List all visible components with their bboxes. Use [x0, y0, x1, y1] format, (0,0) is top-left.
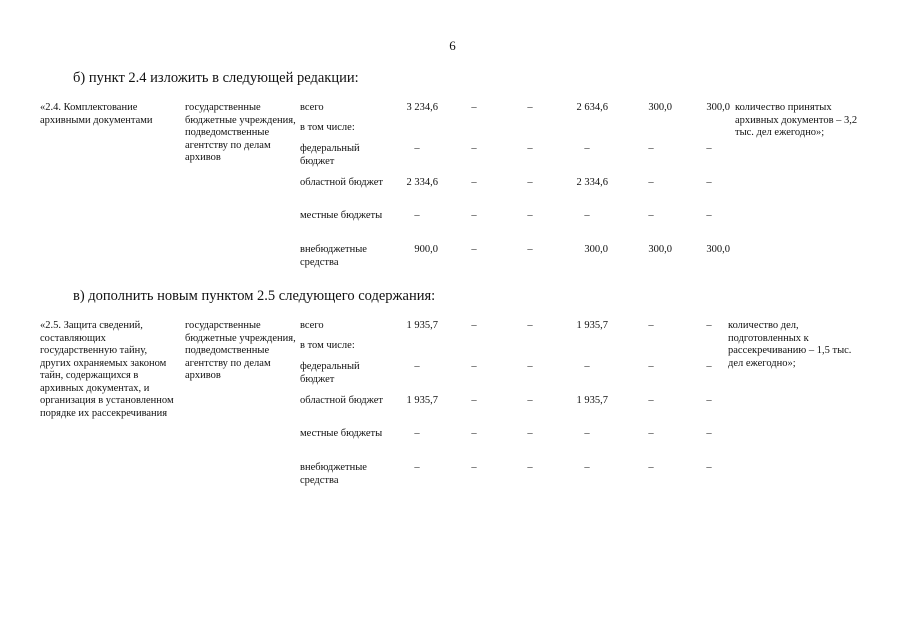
- value-cell: –: [584, 210, 590, 221]
- source-label: местные бюджеты: [300, 210, 383, 221]
- value-cell: –: [584, 143, 590, 154]
- source-label: областной бюджет: [300, 395, 383, 406]
- value-cell: –: [471, 428, 477, 439]
- indicator-cell: количество дел, подготовленных к рассекречиванию – 1,5 тыс. дел ежегодно»;: [728, 320, 852, 369]
- source-label: в том числе:: [300, 340, 355, 351]
- value-cell: –: [471, 102, 477, 113]
- value-cell: 2 334,6: [576, 177, 608, 188]
- value-cell: –: [706, 462, 712, 473]
- value-cell: –: [648, 361, 654, 372]
- value-cell: –: [648, 210, 654, 221]
- source-label: внебюджетные средства: [300, 244, 367, 268]
- value-cell: –: [527, 428, 533, 439]
- value-cell: –: [706, 320, 712, 331]
- source-label: федеральный бюджет: [300, 361, 360, 385]
- value-cell: –: [648, 395, 654, 406]
- value-cell: 1 935,7: [406, 320, 438, 331]
- value-cell: 1 935,7: [406, 395, 438, 406]
- value-cell: 300,0: [648, 244, 672, 255]
- indicator-cell: количество принятых архивных документов – 3,2 тыс. дел ежегодно»;: [735, 102, 858, 138]
- value-cell: –: [648, 143, 654, 154]
- description-cell: «2.4. Комплектование архивными документами: [40, 102, 153, 126]
- value-cell: –: [471, 143, 477, 154]
- value-cell: –: [706, 177, 712, 188]
- value-cell: –: [414, 210, 420, 221]
- value-cell: –: [471, 210, 477, 221]
- value-cell: –: [527, 177, 533, 188]
- value-cell: –: [527, 395, 533, 406]
- value-cell: –: [471, 320, 477, 331]
- value-cell: 300,0: [584, 244, 608, 255]
- value-cell: 2 634,6: [576, 102, 608, 113]
- value-cell: –: [527, 244, 533, 255]
- value-cell: 300,0: [706, 244, 730, 255]
- value-cell: –: [648, 320, 654, 331]
- value-cell: –: [414, 361, 420, 372]
- page-number: 6: [449, 38, 456, 53]
- value-cell: 300,0: [648, 102, 672, 113]
- value-cell: –: [414, 143, 420, 154]
- value-cell: –: [414, 462, 420, 473]
- value-cell: 1 935,7: [576, 395, 608, 406]
- value-cell: –: [414, 428, 420, 439]
- source-label: областной бюджет: [300, 177, 383, 188]
- value-cell: –: [527, 361, 533, 372]
- value-cell: –: [706, 395, 712, 406]
- source-label: всего: [300, 320, 324, 331]
- value-cell: –: [584, 462, 590, 473]
- value-cell: –: [584, 428, 590, 439]
- source-label: местные бюджеты: [300, 428, 383, 439]
- value-cell: –: [584, 361, 590, 372]
- value-cell: –: [471, 395, 477, 406]
- heading-section-1: б) пункт 2.4 изложить в следующей редакции:: [73, 70, 359, 86]
- description-cell: «2.5. Защита сведений, составляющих государственную тайну, других охраняемых законом тайн, содержащихся в архивных документах, и организация в установленном порядке их рассекречивания: [40, 320, 174, 419]
- value-cell: –: [471, 177, 477, 188]
- value-cell: –: [527, 320, 533, 331]
- value-cell: –: [527, 462, 533, 473]
- value-cell: –: [471, 361, 477, 372]
- value-cell: –: [706, 428, 712, 439]
- value-cell: –: [648, 462, 654, 473]
- value-cell: –: [527, 102, 533, 113]
- value-cell: –: [471, 244, 477, 255]
- source-label: в том числе:: [300, 122, 355, 133]
- value-cell: 2 334,6: [406, 177, 438, 188]
- value-cell: –: [527, 143, 533, 154]
- source-label: внебюджетные средства: [300, 462, 367, 486]
- value-cell: 3 234,6: [406, 102, 438, 113]
- value-cell: 300,0: [706, 102, 730, 113]
- executor-cell: государственные бюджетные учреждения, подведомственные агентству по делам архивов: [185, 320, 296, 381]
- value-cell: –: [527, 210, 533, 221]
- value-cell: –: [471, 462, 477, 473]
- heading-section-2: в) дополнить новым пунктом 2.5 следующего содержания:: [73, 288, 436, 304]
- source-label: всего: [300, 102, 324, 113]
- value-cell: –: [706, 361, 712, 372]
- executor-cell: государственные бюджетные учреждения, подведомственные агентству по делам архивов: [185, 102, 296, 163]
- value-cell: –: [706, 143, 712, 154]
- value-cell: –: [648, 428, 654, 439]
- value-cell: 1 935,7: [576, 320, 608, 331]
- value-cell: –: [706, 210, 712, 221]
- source-label: федеральный бюджет: [300, 143, 360, 167]
- value-cell: –: [648, 177, 654, 188]
- value-cell: 900,0: [414, 244, 438, 255]
